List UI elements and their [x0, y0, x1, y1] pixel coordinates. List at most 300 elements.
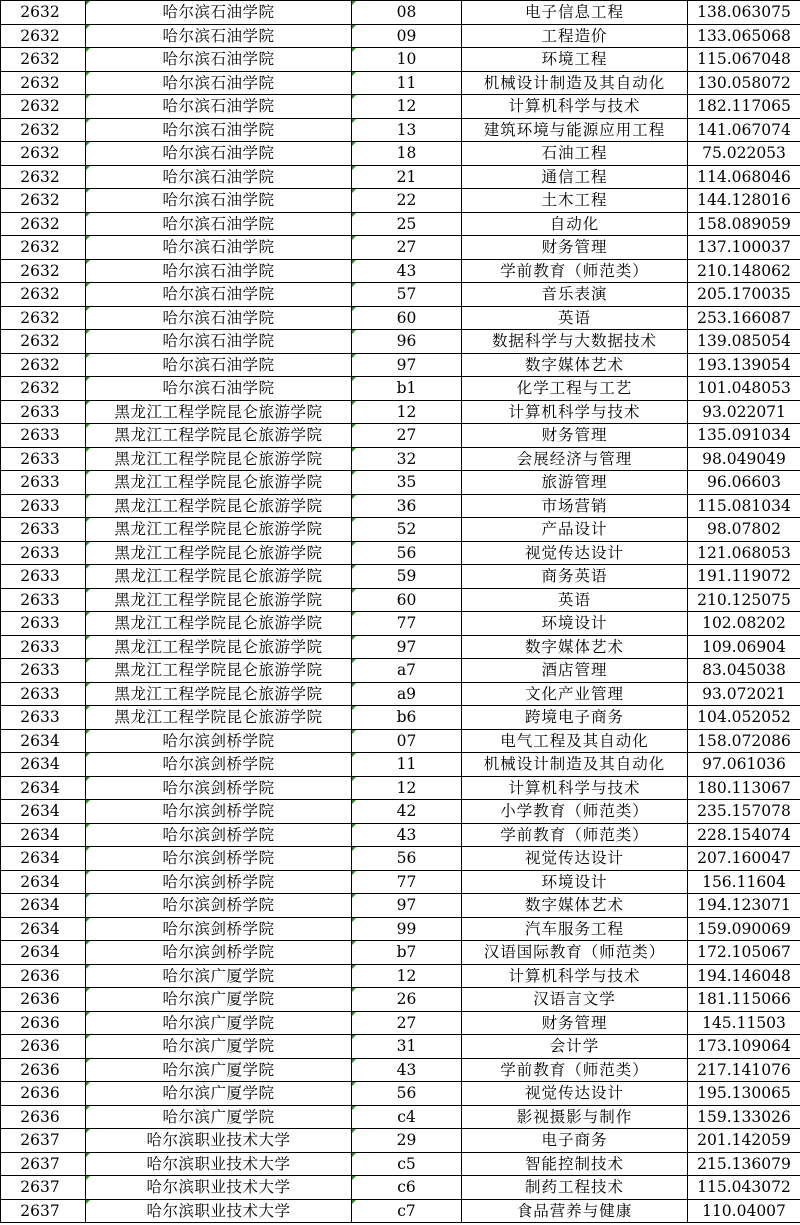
table-row: [1, 706, 800, 730]
school-name-cell: 黑龙江工程学院昆仑旅游学院: [86, 541, 352, 565]
table-row: [1, 1035, 800, 1059]
score-cell: 217.141076: [688, 1058, 800, 1082]
major-name-cell: 学前教育（师范类）: [462, 259, 688, 283]
school-name-cell: 哈尔滨石油学院: [86, 306, 352, 330]
school-code-cell: 2636: [1, 988, 86, 1012]
table-row: [1, 400, 800, 424]
score-cell: 138.063075: [688, 1, 800, 25]
major-code-cell: 26: [352, 988, 462, 1012]
table-row: [1, 682, 800, 706]
school-name-cell: 黑龙江工程学院昆仑旅游学院: [86, 400, 352, 424]
major-name-cell: 财务管理: [462, 1011, 688, 1035]
school-code-cell: 2632: [1, 189, 86, 213]
major-code-cell: a9: [352, 682, 462, 706]
major-name-cell: 产品设计: [462, 518, 688, 542]
score-cell: 144.128016: [688, 189, 800, 213]
table-row: [1, 729, 800, 753]
school-code-cell: 2632: [1, 48, 86, 72]
score-cell: 110.04007: [688, 1199, 800, 1223]
school-name-cell: 哈尔滨剑桥学院: [86, 917, 352, 941]
school-name-cell: 哈尔滨广厦学院: [86, 1082, 352, 1106]
school-code-cell: 2633: [1, 612, 86, 636]
major-name-cell: 财务管理: [462, 236, 688, 260]
major-name-cell: 视觉传达设计: [462, 847, 688, 871]
table-row: [1, 212, 800, 236]
school-name-cell: 哈尔滨职业技术大学: [86, 1199, 352, 1223]
major-name-cell: 酒店管理: [462, 659, 688, 683]
major-code-cell: 77: [352, 612, 462, 636]
table-row: [1, 1, 800, 25]
major-name-cell: 建筑环境与能源应用工程: [462, 118, 688, 142]
school-code-cell: 2636: [1, 1058, 86, 1082]
table-row: [1, 1011, 800, 1035]
major-name-cell: 电气工程及其自动化: [462, 729, 688, 753]
score-cell: 205.170035: [688, 283, 800, 307]
table-row: [1, 518, 800, 542]
major-code-cell: 60: [352, 306, 462, 330]
score-cell: 182.117065: [688, 95, 800, 119]
major-code-cell: 96: [352, 330, 462, 354]
school-name-cell: 哈尔滨石油学院: [86, 330, 352, 354]
major-code-cell: c6: [352, 1176, 462, 1200]
major-code-cell: a7: [352, 659, 462, 683]
major-code-cell: 12: [352, 776, 462, 800]
table-row: [1, 1058, 800, 1082]
major-name-cell: 数字媒体艺术: [462, 894, 688, 918]
major-code-cell: 12: [352, 95, 462, 119]
school-name-cell: 哈尔滨石油学院: [86, 236, 352, 260]
table-row: [1, 823, 800, 847]
school-code-cell: 2633: [1, 635, 86, 659]
school-name-cell: 哈尔滨石油学院: [86, 259, 352, 283]
school-code-cell: 2632: [1, 330, 86, 354]
school-code-cell: 2637: [1, 1199, 86, 1223]
major-code-cell: 29: [352, 1129, 462, 1153]
major-name-cell: 市场营销: [462, 494, 688, 518]
school-code-cell: 2632: [1, 118, 86, 142]
major-name-cell: 环境设计: [462, 612, 688, 636]
score-cell: 137.100037: [688, 236, 800, 260]
major-name-cell: 数字媒体艺术: [462, 635, 688, 659]
table-row: [1, 494, 800, 518]
score-cell: 173.109064: [688, 1035, 800, 1059]
score-cell: 158.089059: [688, 212, 800, 236]
major-name-cell: 小学教育（师范类）: [462, 800, 688, 824]
table-row: [1, 353, 800, 377]
table-row: [1, 48, 800, 72]
major-name-cell: 会计学: [462, 1035, 688, 1059]
score-cell: 158.072086: [688, 729, 800, 753]
major-code-cell: 11: [352, 753, 462, 777]
school-code-cell: 2634: [1, 753, 86, 777]
major-name-cell: 文化产业管理: [462, 682, 688, 706]
major-code-cell: 27: [352, 424, 462, 448]
score-cell: 207.160047: [688, 847, 800, 871]
major-code-cell: 27: [352, 236, 462, 260]
school-code-cell: 2633: [1, 706, 86, 730]
major-code-cell: 97: [352, 353, 462, 377]
table-row: [1, 1129, 800, 1153]
major-code-cell: 27: [352, 1011, 462, 1035]
school-name-cell: 哈尔滨石油学院: [86, 212, 352, 236]
score-cell: 96.06603: [688, 471, 800, 495]
school-code-cell: 2632: [1, 212, 86, 236]
school-code-cell: 2634: [1, 776, 86, 800]
table-row: [1, 71, 800, 95]
major-name-cell: 食品营养与健康: [462, 1199, 688, 1223]
school-code-cell: 2633: [1, 682, 86, 706]
major-code-cell: 60: [352, 588, 462, 612]
school-name-cell: 哈尔滨剑桥学院: [86, 847, 352, 871]
school-name-cell: 黑龙江工程学院昆仑旅游学院: [86, 424, 352, 448]
score-cell: 98.07802: [688, 518, 800, 542]
table-row: [1, 189, 800, 213]
major-code-cell: 11: [352, 71, 462, 95]
school-code-cell: 2633: [1, 471, 86, 495]
major-name-cell: 自动化: [462, 212, 688, 236]
major-name-cell: 通信工程: [462, 165, 688, 189]
table-row: [1, 659, 800, 683]
table-row: [1, 541, 800, 565]
major-code-cell: 43: [352, 1058, 462, 1082]
major-code-cell: 56: [352, 541, 462, 565]
major-name-cell: 数字媒体艺术: [462, 353, 688, 377]
school-code-cell: 2633: [1, 518, 86, 542]
score-cell: 115.067048: [688, 48, 800, 72]
table-row: [1, 917, 800, 941]
score-cell: 180.113067: [688, 776, 800, 800]
school-name-cell: 哈尔滨石油学院: [86, 95, 352, 119]
school-name-cell: 哈尔滨广厦学院: [86, 1035, 352, 1059]
school-name-cell: 黑龙江工程学院昆仑旅游学院: [86, 659, 352, 683]
score-cell: 201.142059: [688, 1129, 800, 1153]
score-cell: 253.166087: [688, 306, 800, 330]
major-name-cell: 计算机科学与技术: [462, 400, 688, 424]
major-name-cell: 英语: [462, 588, 688, 612]
school-name-cell: 哈尔滨石油学院: [86, 24, 352, 48]
major-name-cell: 工程造价: [462, 24, 688, 48]
school-code-cell: 2637: [1, 1176, 86, 1200]
school-name-cell: 黑龙江工程学院昆仑旅游学院: [86, 706, 352, 730]
major-name-cell: 化学工程与工艺: [462, 377, 688, 401]
school-name-cell: 哈尔滨石油学院: [86, 165, 352, 189]
score-cell: 210.125075: [688, 588, 800, 612]
table-row: [1, 447, 800, 471]
school-code-cell: 2632: [1, 259, 86, 283]
major-code-cell: 59: [352, 565, 462, 589]
major-name-cell: 视觉传达设计: [462, 541, 688, 565]
major-code-cell: 77: [352, 870, 462, 894]
school-code-cell: 2636: [1, 1035, 86, 1059]
school-name-cell: 哈尔滨职业技术大学: [86, 1176, 352, 1200]
school-code-cell: 2632: [1, 377, 86, 401]
major-name-cell: 学前教育（师范类）: [462, 823, 688, 847]
table-row: [1, 753, 800, 777]
school-name-cell: 黑龙江工程学院昆仑旅游学院: [86, 612, 352, 636]
table-row: [1, 259, 800, 283]
score-cell: 102.08202: [688, 612, 800, 636]
table-row: [1, 142, 800, 166]
major-name-cell: 机械设计制造及其自动化: [462, 753, 688, 777]
school-code-cell: 2634: [1, 847, 86, 871]
table-row: [1, 565, 800, 589]
table-row: [1, 1199, 800, 1223]
table-row: [1, 776, 800, 800]
table-row: [1, 800, 800, 824]
school-code-cell: 2633: [1, 588, 86, 612]
major-code-cell: 31: [352, 1035, 462, 1059]
school-code-cell: 2633: [1, 447, 86, 471]
major-code-cell: 25: [352, 212, 462, 236]
school-name-cell: 哈尔滨剑桥学院: [86, 941, 352, 965]
major-code-cell: 43: [352, 823, 462, 847]
major-code-cell: c4: [352, 1105, 462, 1129]
school-code-cell: 2634: [1, 800, 86, 824]
table-row: [1, 424, 800, 448]
major-code-cell: 56: [352, 847, 462, 871]
school-code-cell: 2636: [1, 1011, 86, 1035]
school-name-cell: 哈尔滨剑桥学院: [86, 800, 352, 824]
score-cell: 109.06904: [688, 635, 800, 659]
school-code-cell: 2632: [1, 142, 86, 166]
major-code-cell: 52: [352, 518, 462, 542]
major-code-cell: 97: [352, 635, 462, 659]
score-cell: 101.048053: [688, 377, 800, 401]
school-code-cell: 2634: [1, 823, 86, 847]
major-name-cell: 汽车服务工程: [462, 917, 688, 941]
score-cell: 133.065068: [688, 24, 800, 48]
school-name-cell: 黑龙江工程学院昆仑旅游学院: [86, 471, 352, 495]
school-code-cell: 2632: [1, 165, 86, 189]
table-row: [1, 588, 800, 612]
major-name-cell: 会展经济与管理: [462, 447, 688, 471]
table-row: [1, 330, 800, 354]
school-name-cell: 哈尔滨职业技术大学: [86, 1152, 352, 1176]
table-row: [1, 377, 800, 401]
major-name-cell: 英语: [462, 306, 688, 330]
major-name-cell: 财务管理: [462, 424, 688, 448]
score-cell: 135.091034: [688, 424, 800, 448]
school-code-cell: 2636: [1, 964, 86, 988]
score-cell: 194.146048: [688, 964, 800, 988]
major-name-cell: 石油工程: [462, 142, 688, 166]
school-name-cell: 哈尔滨广厦学院: [86, 1105, 352, 1129]
major-name-cell: 计算机科学与技术: [462, 95, 688, 119]
score-cell: 193.139054: [688, 353, 800, 377]
school-name-cell: 哈尔滨剑桥学院: [86, 823, 352, 847]
score-cell: 195.130065: [688, 1082, 800, 1106]
major-name-cell: 电子信息工程: [462, 1, 688, 25]
table-row: [1, 95, 800, 119]
school-name-cell: 黑龙江工程学院昆仑旅游学院: [86, 682, 352, 706]
school-name-cell: 哈尔滨剑桥学院: [86, 753, 352, 777]
school-code-cell: 2632: [1, 306, 86, 330]
score-cell: 97.061036: [688, 753, 800, 777]
score-cell: 235.157078: [688, 800, 800, 824]
school-name-cell: 哈尔滨石油学院: [86, 189, 352, 213]
score-cell: 93.022071: [688, 400, 800, 424]
table-row: [1, 612, 800, 636]
score-cell: 115.043072: [688, 1176, 800, 1200]
major-code-cell: 35: [352, 471, 462, 495]
major-name-cell: 计算机科学与技术: [462, 964, 688, 988]
table-row: [1, 635, 800, 659]
school-code-cell: 2634: [1, 917, 86, 941]
score-cell: 98.049049: [688, 447, 800, 471]
table-row: [1, 165, 800, 189]
school-code-cell: 2633: [1, 400, 86, 424]
school-code-cell: 2632: [1, 236, 86, 260]
school-code-cell: 2637: [1, 1129, 86, 1153]
major-name-cell: 视觉传达设计: [462, 1082, 688, 1106]
school-code-cell: 2634: [1, 729, 86, 753]
table-body: [1, 1, 800, 1223]
school-name-cell: 哈尔滨石油学院: [86, 71, 352, 95]
school-code-cell: 2632: [1, 283, 86, 307]
major-code-cell: 36: [352, 494, 462, 518]
school-name-cell: 哈尔滨职业技术大学: [86, 1129, 352, 1153]
school-code-cell: 2634: [1, 870, 86, 894]
school-name-cell: 黑龙江工程学院昆仑旅游学院: [86, 588, 352, 612]
major-code-cell: 09: [352, 24, 462, 48]
school-name-cell: 哈尔滨剑桥学院: [86, 729, 352, 753]
table-row: [1, 941, 800, 965]
major-code-cell: b1: [352, 377, 462, 401]
school-code-cell: 2633: [1, 659, 86, 683]
school-code-cell: 2634: [1, 941, 86, 965]
school-code-cell: 2632: [1, 71, 86, 95]
school-code-cell: 2634: [1, 894, 86, 918]
score-cell: 115.081034: [688, 494, 800, 518]
major-code-cell: 21: [352, 165, 462, 189]
school-name-cell: 黑龙江工程学院昆仑旅游学院: [86, 565, 352, 589]
major-name-cell: 跨境电子商务: [462, 706, 688, 730]
major-code-cell: 22: [352, 189, 462, 213]
school-code-cell: 2636: [1, 1105, 86, 1129]
major-name-cell: 智能控制技术: [462, 1152, 688, 1176]
major-name-cell: 计算机科学与技术: [462, 776, 688, 800]
table-row: [1, 1152, 800, 1176]
major-code-cell: 42: [352, 800, 462, 824]
score-cell: 172.105067: [688, 941, 800, 965]
major-code-cell: c7: [352, 1199, 462, 1223]
major-code-cell: 08: [352, 1, 462, 25]
school-name-cell: 哈尔滨广厦学院: [86, 988, 352, 1012]
major-code-cell: 12: [352, 400, 462, 424]
major-name-cell: 商务英语: [462, 565, 688, 589]
major-name-cell: 音乐表演: [462, 283, 688, 307]
table-row: [1, 236, 800, 260]
school-name-cell: 哈尔滨石油学院: [86, 1, 352, 25]
major-code-cell: c5: [352, 1152, 462, 1176]
school-name-cell: 黑龙江工程学院昆仑旅游学院: [86, 447, 352, 471]
school-code-cell: 2633: [1, 541, 86, 565]
major-name-cell: 影视摄影与制作: [462, 1105, 688, 1129]
major-code-cell: 57: [352, 283, 462, 307]
school-code-cell: 2633: [1, 424, 86, 448]
table-row: [1, 283, 800, 307]
major-name-cell: 学前教育（师范类）: [462, 1058, 688, 1082]
school-name-cell: 哈尔滨广厦学院: [86, 1011, 352, 1035]
table-row: [1, 964, 800, 988]
score-cell: 159.133026: [688, 1105, 800, 1129]
school-code-cell: 2632: [1, 95, 86, 119]
score-cell: 181.115066: [688, 988, 800, 1012]
school-name-cell: 哈尔滨石油学院: [86, 118, 352, 142]
score-cell: 191.119072: [688, 565, 800, 589]
score-cell: 156.11604: [688, 870, 800, 894]
major-code-cell: 13: [352, 118, 462, 142]
score-cell: 141.067074: [688, 118, 800, 142]
major-code-cell: 12: [352, 964, 462, 988]
table-row: [1, 894, 800, 918]
table-row: [1, 118, 800, 142]
school-code-cell: 2632: [1, 1, 86, 25]
score-cell: 121.068053: [688, 541, 800, 565]
major-code-cell: 43: [352, 259, 462, 283]
major-code-cell: 32: [352, 447, 462, 471]
table-row: [1, 870, 800, 894]
major-name-cell: 土木工程: [462, 189, 688, 213]
score-cell: 159.090069: [688, 917, 800, 941]
major-name-cell: 环境设计: [462, 870, 688, 894]
table-row: [1, 1176, 800, 1200]
school-name-cell: 黑龙江工程学院昆仑旅游学院: [86, 635, 352, 659]
table-row: [1, 1082, 800, 1106]
score-cell: 114.068046: [688, 165, 800, 189]
major-name-cell: 数据科学与大数据技术: [462, 330, 688, 354]
school-name-cell: 黑龙江工程学院昆仑旅游学院: [86, 494, 352, 518]
score-cell: 228.154074: [688, 823, 800, 847]
school-name-cell: 哈尔滨石油学院: [86, 48, 352, 72]
score-cell: 210.148062: [688, 259, 800, 283]
major-name-cell: 旅游管理: [462, 471, 688, 495]
table-row: [1, 1105, 800, 1129]
school-code-cell: 2633: [1, 494, 86, 518]
school-name-cell: 哈尔滨石油学院: [86, 353, 352, 377]
score-cell: 215.136079: [688, 1152, 800, 1176]
school-code-cell: 2633: [1, 565, 86, 589]
major-code-cell: 10: [352, 48, 462, 72]
major-name-cell: 机械设计制造及其自动化: [462, 71, 688, 95]
major-code-cell: 97: [352, 894, 462, 918]
table-row: [1, 847, 800, 871]
school-code-cell: 2632: [1, 353, 86, 377]
score-cell: 194.123071: [688, 894, 800, 918]
school-code-cell: 2632: [1, 24, 86, 48]
school-name-cell: 黑龙江工程学院昆仑旅游学院: [86, 518, 352, 542]
score-cell: 83.045038: [688, 659, 800, 683]
school-name-cell: 哈尔滨剑桥学院: [86, 776, 352, 800]
major-name-cell: 汉语国际教育（师范类）: [462, 941, 688, 965]
major-code-cell: 99: [352, 917, 462, 941]
score-cell: 139.085054: [688, 330, 800, 354]
major-code-cell: 18: [352, 142, 462, 166]
table-row: [1, 306, 800, 330]
score-cell: 104.052052: [688, 706, 800, 730]
school-code-cell: 2636: [1, 1082, 86, 1106]
score-cell: 75.022053: [688, 142, 800, 166]
table-row: [1, 471, 800, 495]
school-name-cell: 哈尔滨石油学院: [86, 142, 352, 166]
score-cell: 145.11503: [688, 1011, 800, 1035]
school-name-cell: 哈尔滨剑桥学院: [86, 894, 352, 918]
table-row: [1, 24, 800, 48]
score-cell: 130.058072: [688, 71, 800, 95]
table-row: [1, 988, 800, 1012]
major-code-cell: b7: [352, 941, 462, 965]
major-name-cell: 电子商务: [462, 1129, 688, 1153]
